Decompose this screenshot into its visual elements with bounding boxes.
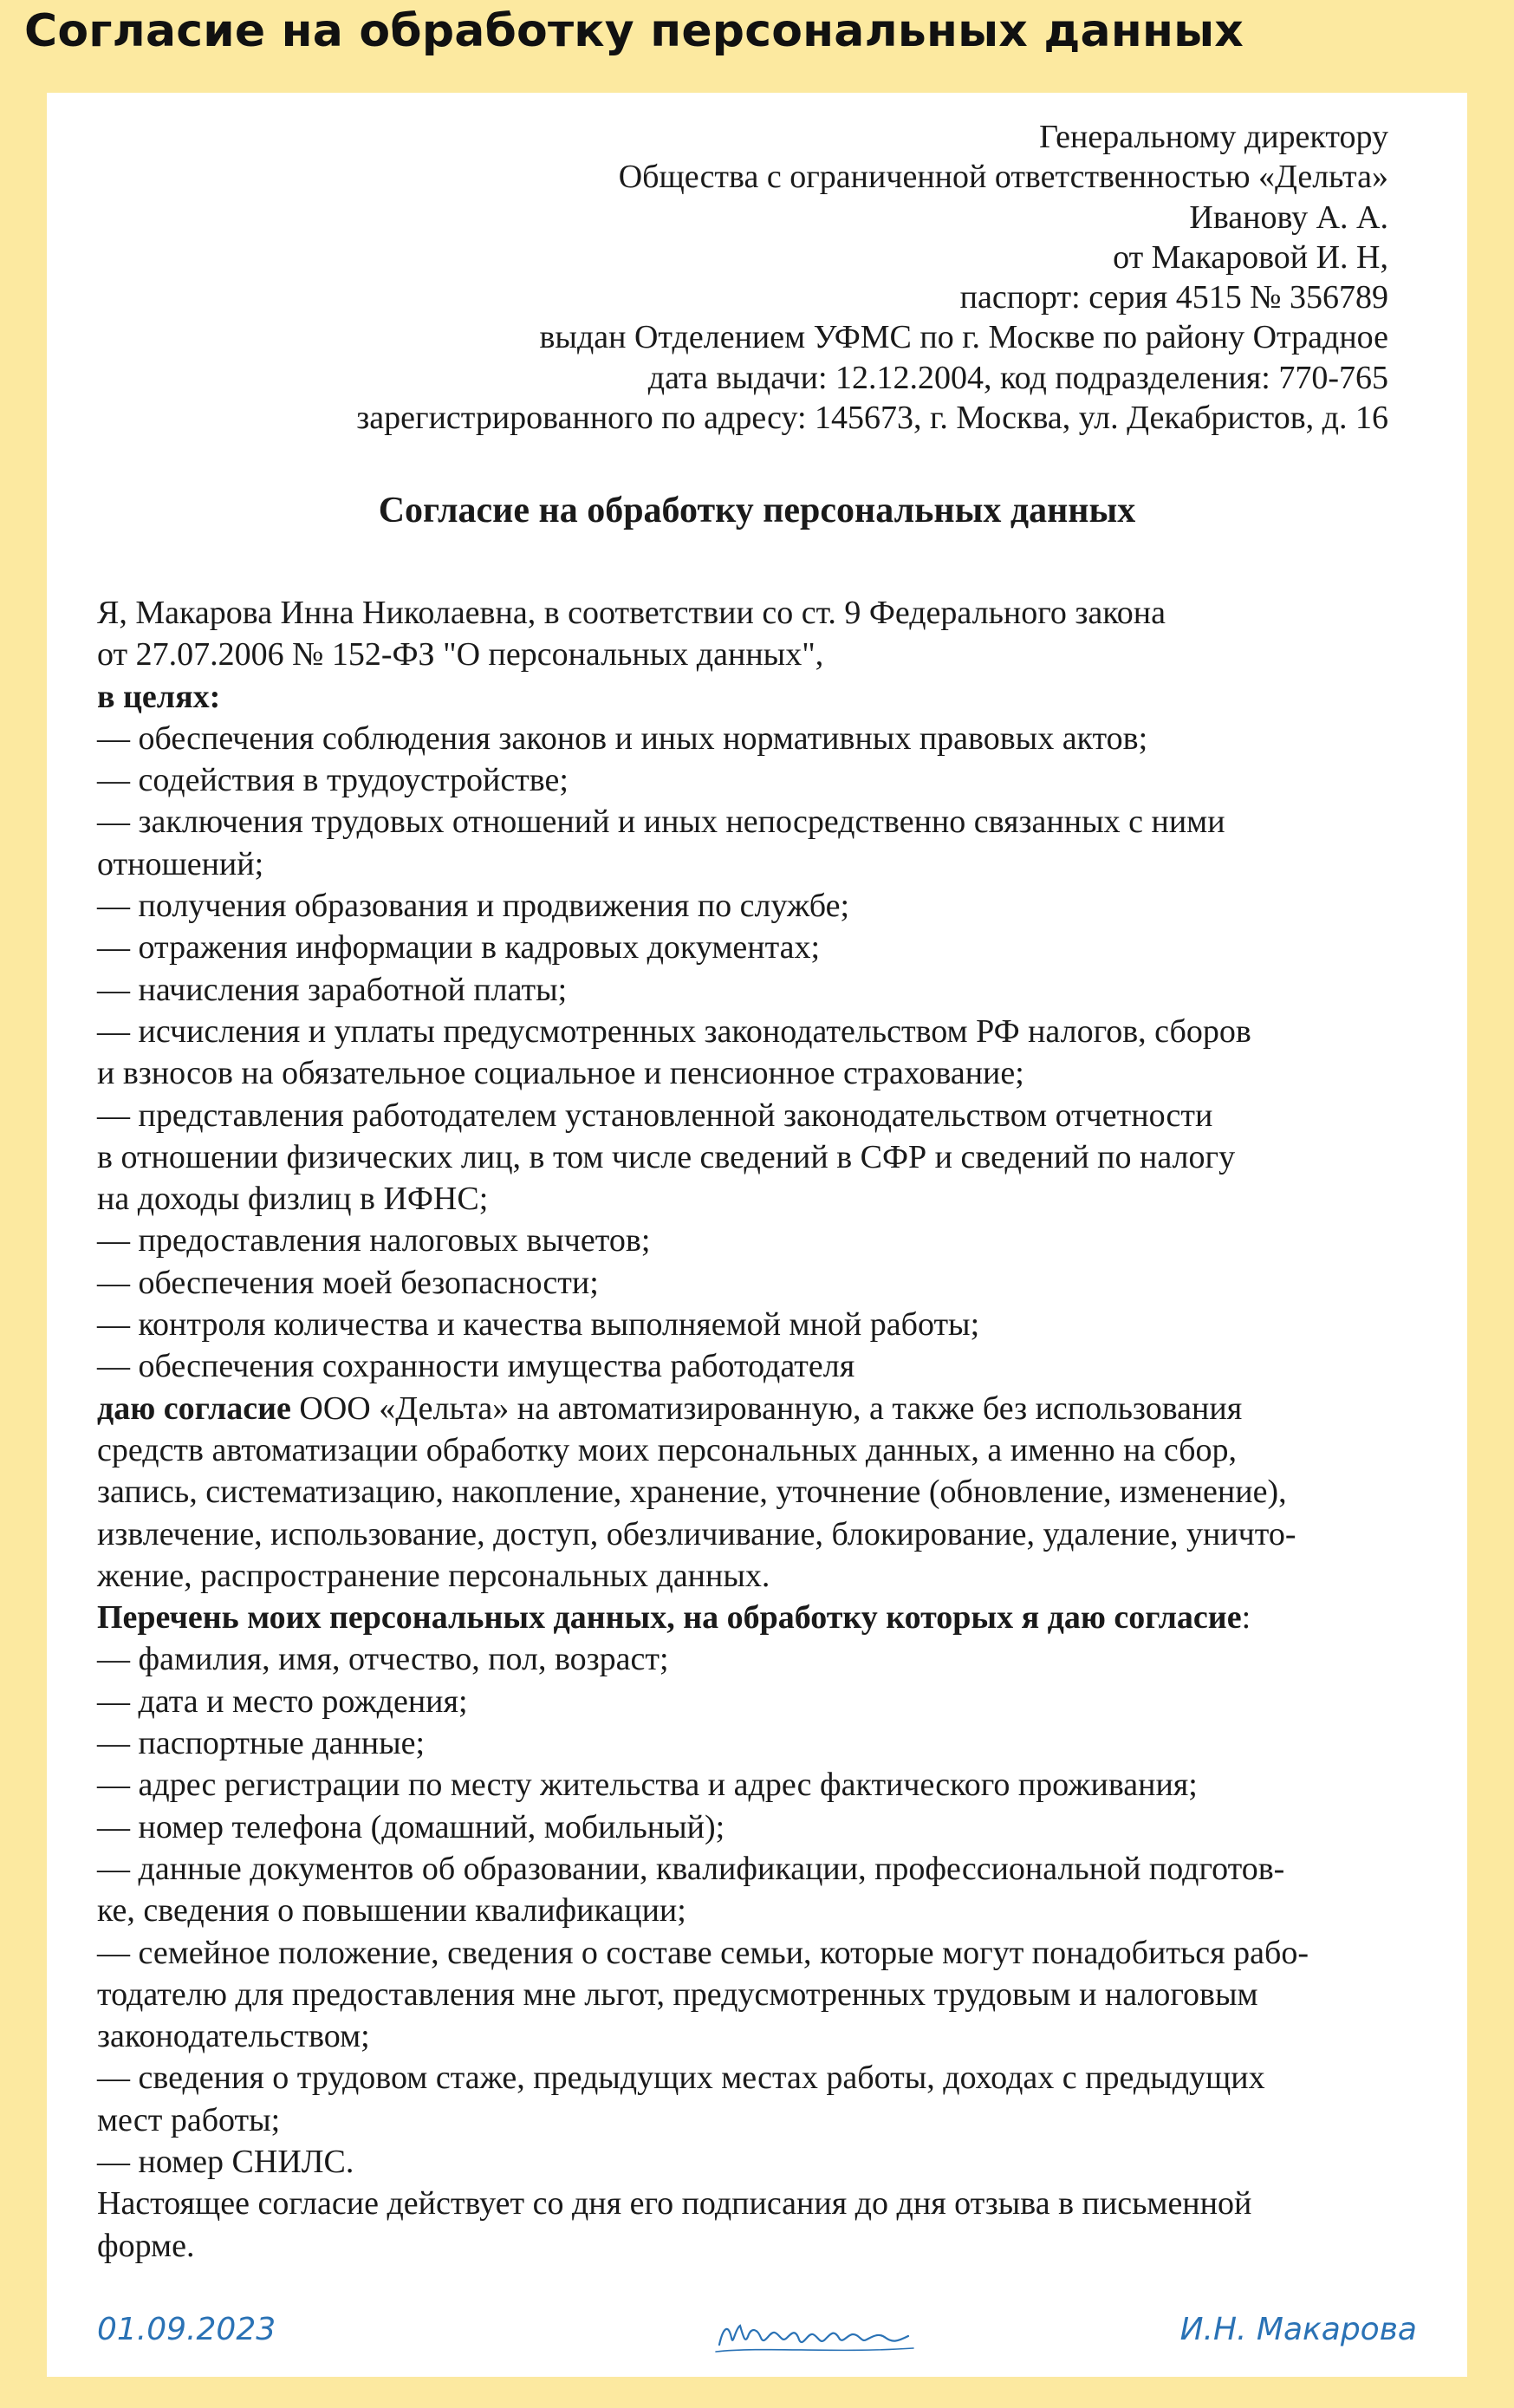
purpose-line: на доходы физлиц в ИФНС; — [97, 1181, 489, 1218]
signature-scribble-icon — [712, 2303, 920, 2364]
data-item-line: — сведения о трудовом стаже, предыдущих местах работы, доходах с предыдущих — [97, 2060, 1265, 2097]
signature-name: И.Н. Макарова — [1179, 2312, 1417, 2347]
document-sheet — [47, 93, 1467, 2377]
addressee-line: выдан Отделением УФМС по г. Москве по району Отрадное — [539, 319, 1388, 356]
purpose-line: в отношении физических лиц, в том числе сведений в СФР и сведений по налогу — [97, 1138, 1236, 1175]
consent-bold: даю согласие — [97, 1389, 291, 1427]
data-item-line: — семейное положение, сведения о составе семьи, которые могут понадобиться рабо- — [97, 1934, 1309, 1971]
addressee-line: Иванову А. А. — [1189, 198, 1388, 236]
consent-line: средств автоматизации обработку моих персональных данных, а именно на сбор, — [97, 1431, 1237, 1468]
data-item-line: — номер СНИЛС. — [97, 2143, 354, 2180]
addressee-line: от Макаровой И. Н, — [1113, 238, 1388, 276]
addressee-line: зарегистрированного по адресу: 145673, г. Москва, ул. Декабристов, д. 16 — [356, 400, 1388, 437]
addressee-line: паспорт: серия 4515 № 356789 — [959, 279, 1388, 316]
purpose-line: — отражения информации в кадровых документах; — [97, 929, 821, 966]
purpose-line: — содействия в трудоустройстве; — [97, 762, 569, 799]
purpose-line: — исчисления и уплаты предусмотренных законодательством РФ налогов, сборов — [97, 1012, 1251, 1050]
handwritten-signature — [712, 2303, 920, 2364]
data-item-line: — данные документов об образовании, квалификации, профессиональной подготов- — [97, 1850, 1285, 1887]
document-title: Согласие на обработку персональных данных — [378, 491, 1136, 530]
consent-line: жение, распространение персональных данных. — [97, 1557, 770, 1594]
closing-line: форме. — [97, 2227, 195, 2264]
data-item-line: мест работы; — [97, 2101, 281, 2138]
data-item-line: — паспортные данные; — [97, 1725, 426, 1762]
purposes-heading: в целях: — [97, 678, 221, 715]
document-body — [97, 592, 1449, 2267]
closing-line: Настоящее согласие действует со дня его подписания до дня отзыва в письменной — [97, 2185, 1252, 2223]
purpose-line: отношений; — [97, 845, 264, 882]
signature-date: 01.09.2023 — [97, 2312, 276, 2347]
intro-line: от 27.07.2006 № 152-ФЗ "О персональных данных", — [97, 636, 824, 674]
data-item-line: тодателю для предоставления мне льгот, предусмотренных трудовым и налоговым — [97, 1975, 1258, 2013]
data-item-line: ке, сведения о повышении квалификации; — [97, 1892, 686, 1930]
addressee-line: дата выдачи: 12.12.2004, код подразделения: 770-765 — [647, 359, 1388, 396]
data-item-line: — номер телефона (домашний, мобильный); — [97, 1808, 725, 1845]
purpose-line: — начисления заработной платы; — [97, 971, 568, 1008]
consent-line: даю согласие ООО «Дельта» на автоматизированную, а также без использования — [97, 1389, 1243, 1427]
addressee-line: Генеральному директору — [1039, 119, 1388, 155]
purpose-line: и взносов на обязательное социальное и пенсионное страхование; — [97, 1055, 1024, 1092]
data-list-heading: Перечень моих персональных данных, на обработку которых я даю согласие: — [97, 1599, 1251, 1637]
addressee-block — [356, 117, 1388, 438]
purpose-line: — обеспечения моей безопасности; — [97, 1264, 599, 1301]
signature-row — [97, 2303, 1417, 2364]
addressee-line: Общества с ограниченной ответственностью «Дельта» — [618, 159, 1388, 196]
purpose-line: — заключения трудовых отношений и иных непосредственно связанных с ними — [97, 804, 1225, 841]
purpose-line: — представления работодателем установленной законодательством отчетности — [97, 1097, 1213, 1134]
data-item-line: — адрес регистрации по месту жительства и адрес фактического проживания; — [97, 1767, 1198, 1804]
page-header-title: Согласие на обработку персональных данных — [24, 5, 1244, 57]
consent-line: запись, систематизацию, накопление, хранение, уточнение (обновление, изменение), — [97, 1474, 1287, 1511]
data-item-line: законодательством; — [97, 2018, 370, 2055]
intro-line: Я, Макарова Инна Николаевна, в соответствии со ст. 9 Федерального закона — [97, 595, 1166, 631]
purpose-line: — обеспечения сохранности имущества работодателя — [97, 1348, 855, 1385]
data-item-line: — дата и место рождения; — [97, 1682, 468, 1720]
purpose-line: — получения образования и продвижения по службе; — [97, 888, 850, 925]
purpose-line: — обеспечения соблюдения законов и иных нормативных правовых актов; — [97, 719, 1148, 757]
purpose-line: — предоставления налоговых вычетов; — [97, 1222, 651, 1259]
data-item-line: — фамилия, имя, отчество, пол, возраст; — [97, 1641, 669, 1678]
purpose-line: — контроля количества и качества выполняемой мной работы; — [97, 1306, 980, 1344]
consent-line: извлечение, использование, доступ, обезличивание, блокирование, удаление, уничто- — [97, 1515, 1296, 1552]
